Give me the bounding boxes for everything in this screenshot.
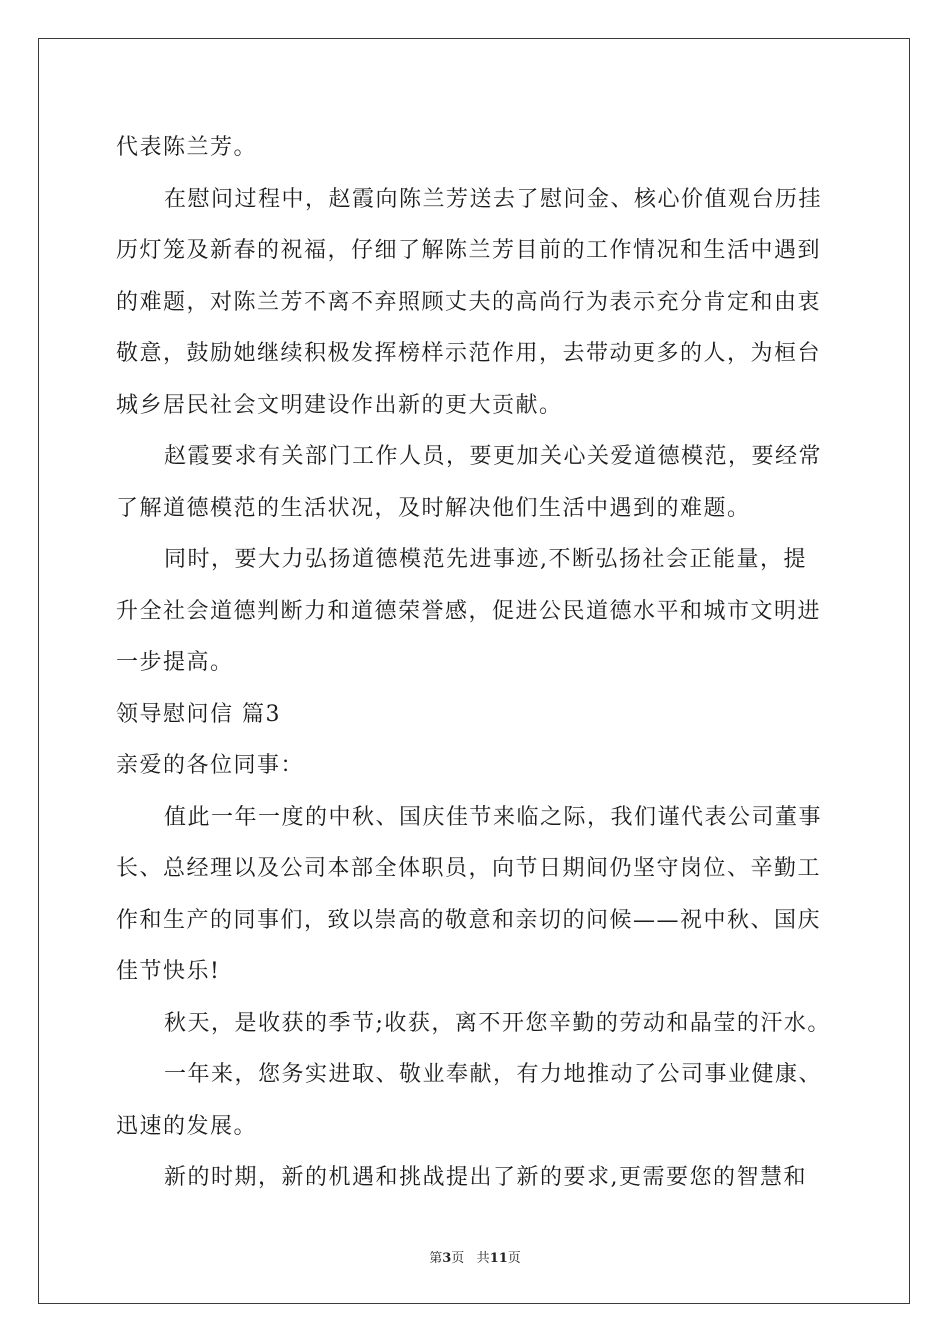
footer-prefix: 第 <box>429 1251 443 1266</box>
text-line: 赵霞要求有关部门工作人员，要更加关心关爱道德模范，要经常 <box>164 444 823 469</box>
text-line: 同时，要大力弘扬道德模范先进事迹,不断弘扬社会正能量，提 <box>164 547 807 572</box>
text-line: 城乡居民社会文明建设作出新的更大贡献。 <box>116 392 563 418</box>
total-pages-number: 11 <box>489 1251 508 1266</box>
document-body <box>116 126 836 1208</box>
text-line: 升全社会道德判断力和道德荣誉感，促进公民道德水平和城市文明进 <box>116 598 822 624</box>
text-line: 作和生产的同事们，致以崇高的敬意和亲切的问候——祝中秋、国庆 <box>116 907 822 933</box>
text-line: 敬意，鼓励她继续积极发挥榜样示范作用，去带动更多的人，为桓台 <box>116 341 822 366</box>
text-line: 一步提高。 <box>116 650 234 675</box>
text-line: 佳节快乐! <box>116 959 221 984</box>
text-line: 一年来，您务实进取、敬业奉献，有力地推动了公司事业健康、 <box>164 1062 823 1087</box>
text-line: 历灯笼及新春的祝福，仔细了解陈兰芳目前的工作情况和生活中遇到 <box>116 238 822 263</box>
text-line: 代表陈兰芳。 <box>116 135 258 160</box>
text-line: 的难题，对陈兰芳不离不弃照顾丈夫的高尚行为表示充分肯定和由衷 <box>116 289 822 315</box>
text-line: 在慰问过程中，赵霞向陈兰芳送去了慰问金、核心价值观台历挂 <box>164 186 823 212</box>
current-page-number: 3 <box>442 1251 452 1266</box>
footer-total-prefix: 共 <box>476 1251 490 1266</box>
footer-total-label: 页 <box>507 1251 521 1266</box>
text-line: 亲爱的各位同事： <box>116 753 305 778</box>
footer-page-label: 页 <box>451 1251 465 1266</box>
text-line: 长、总经理以及公司本部全体职员，向节日期间仍坚守岗位、辛勤工 <box>116 856 822 881</box>
text-line: 领导慰问信 篇3 <box>116 701 281 727</box>
text-line: 新的时期，新的机遇和挑战提出了新的要求,更需要您的智慧和 <box>164 1165 807 1190</box>
text-line: 迅速的发展。 <box>116 1113 258 1139</box>
text-line: 秋天，是收获的季节;收获，离不开您辛勤的劳动和晶莹的汗水。 <box>164 1010 831 1036</box>
page-footer <box>0 1247 950 1266</box>
text-line: 值此一年一度的中秋、国庆佳节来临之际，我们谨代表公司董事 <box>164 804 823 830</box>
text-line: 了解道德模范的生活状况，及时解决他们生活中遇到的难题。 <box>116 495 751 521</box>
